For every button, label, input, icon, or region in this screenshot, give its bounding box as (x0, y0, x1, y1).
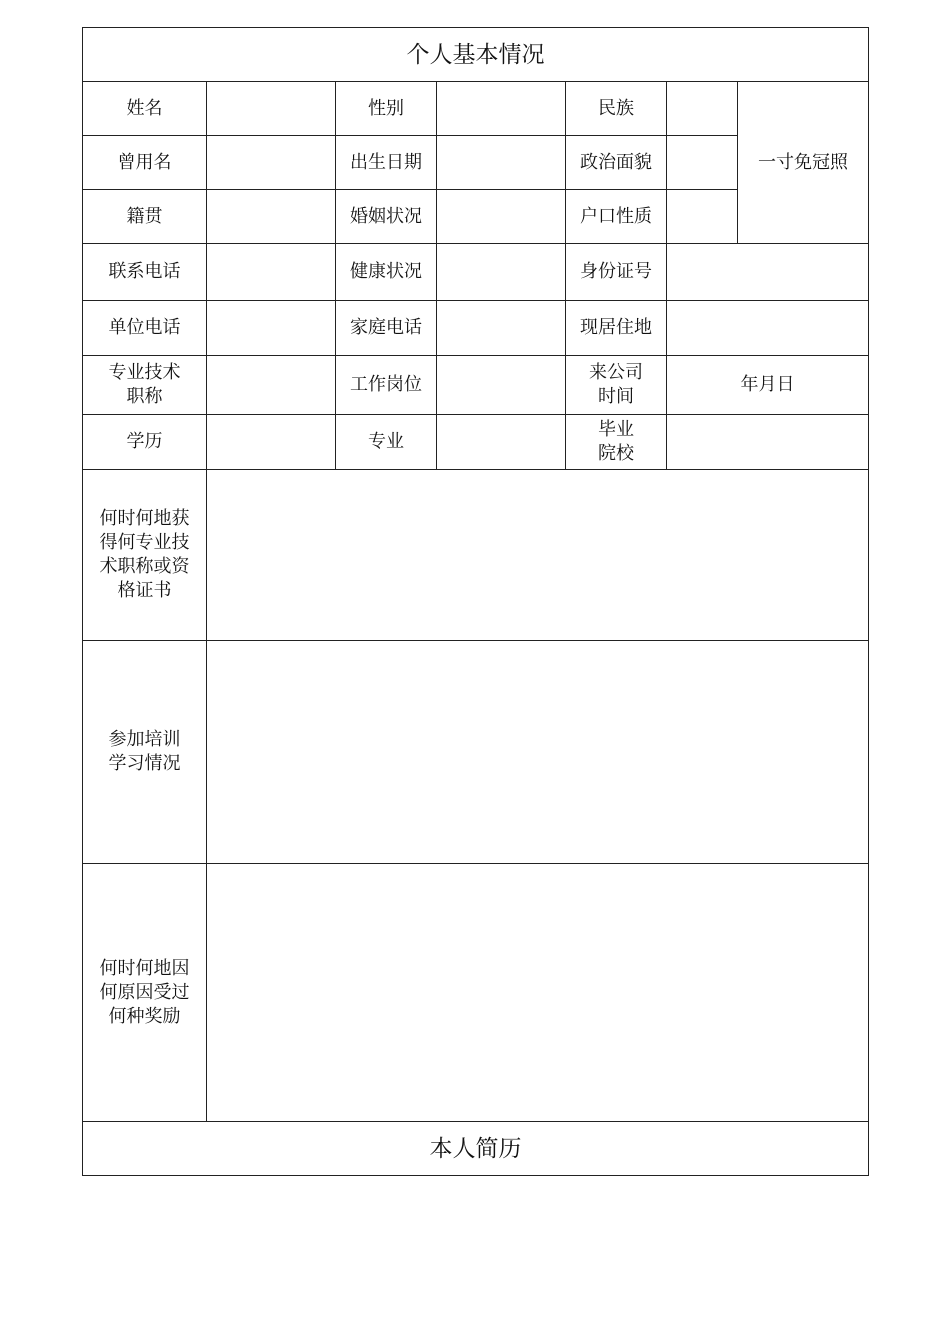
field-job-position[interactable] (437, 356, 566, 415)
field-professional-title[interactable] (207, 356, 336, 415)
field-graduated-school[interactable] (667, 415, 869, 470)
field-former-name[interactable] (207, 136, 336, 190)
label-graduated-school: 毕业 院校 (566, 415, 667, 470)
field-marital-status[interactable] (437, 190, 566, 244)
label-education: 学历 (83, 415, 207, 470)
field-id-number[interactable] (667, 244, 869, 301)
label-professional-title: 专业技术 职称 (83, 356, 207, 415)
label-major: 专业 (336, 415, 437, 470)
field-awards[interactable] (207, 864, 869, 1122)
label-hukou-type: 户口性质 (566, 190, 667, 244)
field-current-address[interactable] (667, 301, 869, 356)
label-training: 参加培训 学习情况 (83, 641, 207, 864)
label-id-number: 身份证号 (566, 244, 667, 301)
resume-title: 本人简历 (83, 1122, 869, 1176)
label-political-status: 政治面貌 (566, 136, 667, 190)
label-marital-status: 婚姻状况 (336, 190, 437, 244)
field-work-phone[interactable] (207, 301, 336, 356)
photo-placeholder[interactable]: 一寸免冠照 (738, 82, 869, 244)
label-current-address: 现居住地 (566, 301, 667, 356)
field-major[interactable] (437, 415, 566, 470)
label-former-name: 曾用名 (83, 136, 207, 190)
label-contact-phone: 联系电话 (83, 244, 207, 301)
field-ethnicity[interactable] (667, 82, 738, 136)
label-name: 姓名 (83, 82, 207, 136)
label-join-date: 来公司 时间 (566, 356, 667, 415)
field-health-status[interactable] (437, 244, 566, 301)
label-gender: 性别 (336, 82, 437, 136)
label-home-phone: 家庭电话 (336, 301, 437, 356)
label-ethnicity: 民族 (566, 82, 667, 136)
field-contact-phone[interactable] (207, 244, 336, 301)
label-awards: 何时何地因 何原因受过 何种奖励 (83, 864, 207, 1122)
field-political-status[interactable] (667, 136, 738, 190)
personal-info-form (82, 27, 869, 1176)
label-birth-date: 出生日期 (336, 136, 437, 190)
label-certificates: 何时何地获 得何专业技 术职称或资 格证书 (83, 470, 207, 641)
field-certificates[interactable] (207, 470, 869, 641)
field-native-place[interactable] (207, 190, 336, 244)
field-birth-date[interactable] (437, 136, 566, 190)
field-name[interactable] (207, 82, 336, 136)
field-hukou-type[interactable] (667, 190, 738, 244)
field-training[interactable] (207, 641, 869, 864)
field-home-phone[interactable] (437, 301, 566, 356)
label-job-position: 工作岗位 (336, 356, 437, 415)
field-join-date[interactable]: 年月日 (667, 356, 869, 415)
field-education[interactable] (207, 415, 336, 470)
label-health-status: 健康状况 (336, 244, 437, 301)
form-title: 个人基本情况 (83, 28, 869, 82)
label-native-place: 籍贯 (83, 190, 207, 244)
field-gender[interactable] (437, 82, 566, 136)
label-work-phone: 单位电话 (83, 301, 207, 356)
